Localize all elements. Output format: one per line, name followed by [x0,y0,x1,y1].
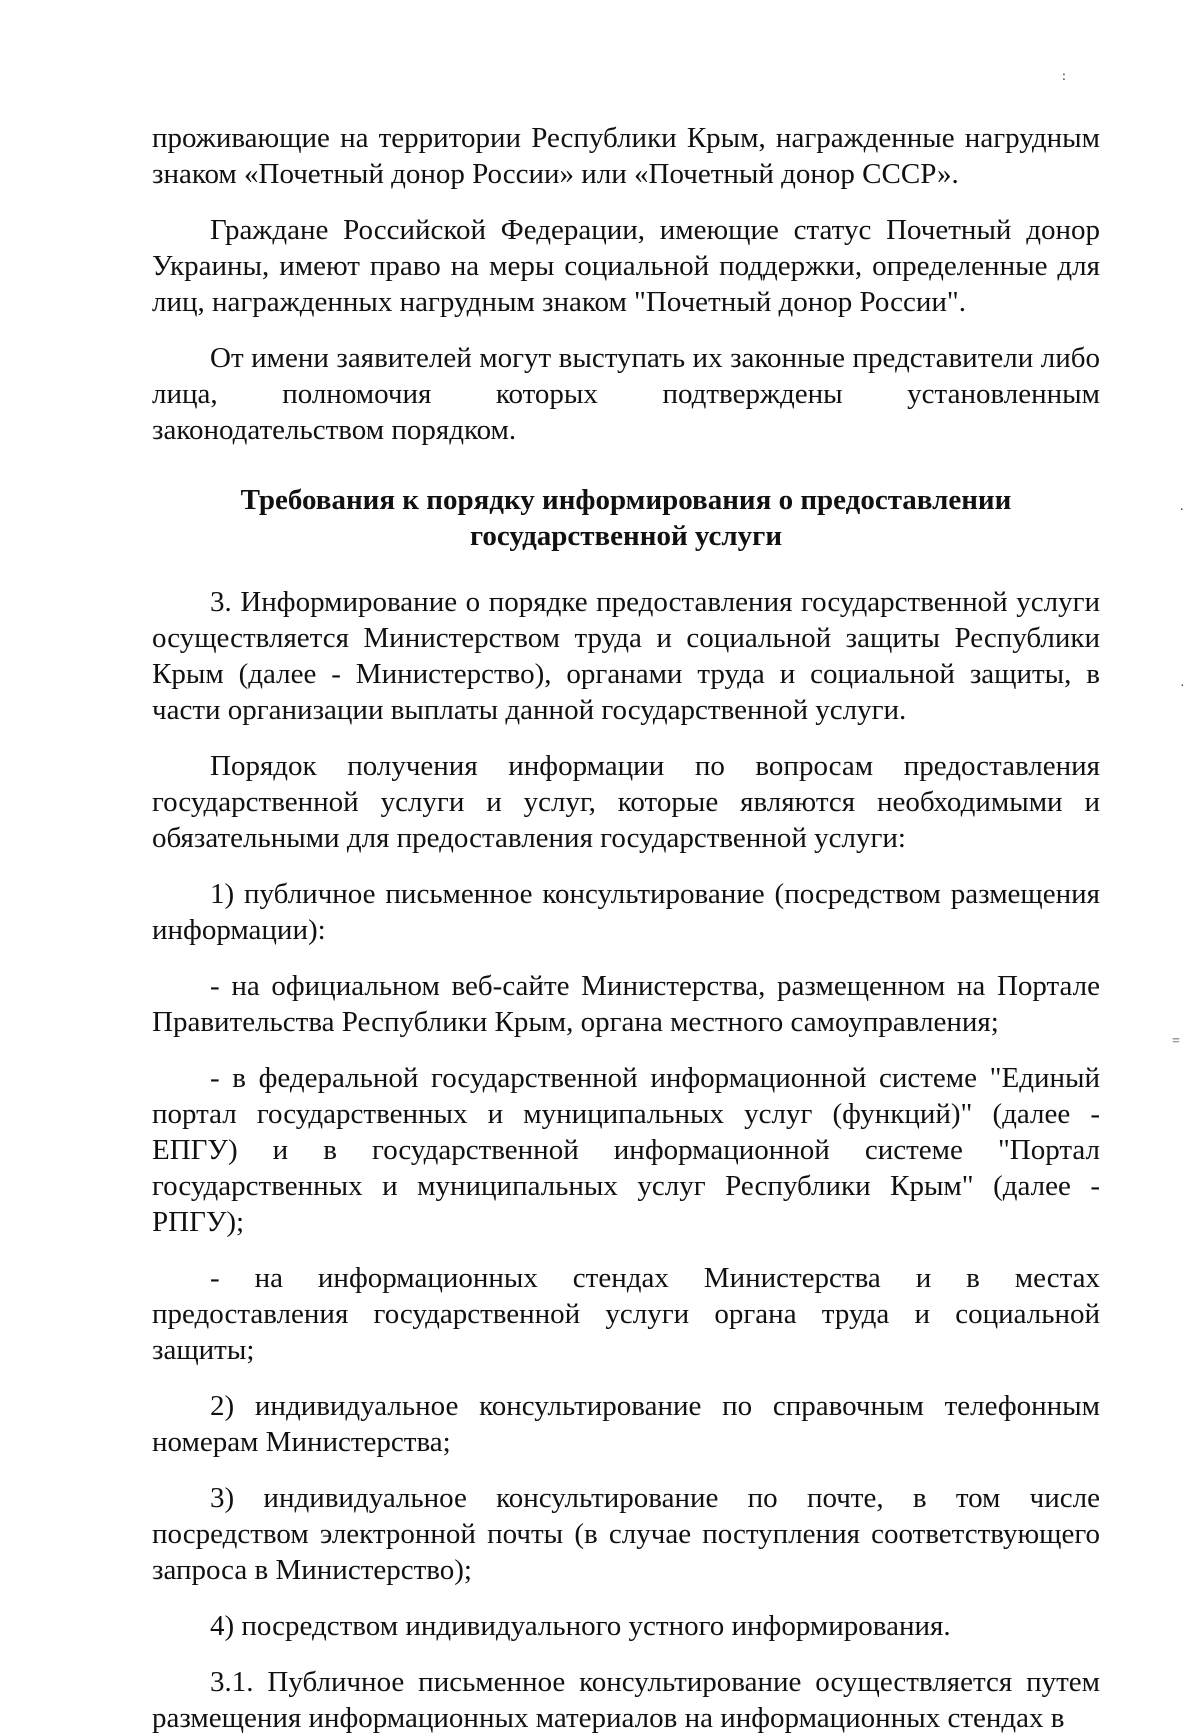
list-item: - в федеральной государственной информационной системе "Единый портал государственных и муниципальных услуг (функций)" (далее - ЕПГУ) и в государственной информационной системе "Портал государственных и муниципальных услуг Республики Крым" (далее - РПГУ); [152,1062,1100,1238]
list-item: 3) индивидуальное консультирование по почте, в том числе посредством электронной почты (в случае поступления соответствующего запроса в Министерство); [152,1482,1100,1586]
paragraph: 3. Информирование о порядке предоставления государственной услуги осуществляется Министерством труда и социальной защиты Республики Крым (далее - Министерство), органами труда и социальной защиты, в части организации выплаты данной государственной услуги. [152,586,1100,726]
list-item: 1) публичное письменное консультирование (посредством размещения информации): [152,878,1100,946]
section-heading-line: государственной услуги [469,520,783,552]
paragraph: Порядок получения информации по вопросам предоставления государственной услуги и услуг, которые являются необходимыми и обязательными для предоставления государственной услуги: [152,750,1100,854]
section-heading-line: Требования к порядку информирования о предоставлении [240,484,1012,516]
list-item: - на информационных стендах Министерства и в местах предоставления государственной услуги органа труда и социальной защиты; [152,1262,1100,1366]
margin-mark: = [1172,1034,1180,1049]
list-item: 4) посредством индивидуального устного информирования. [210,1610,951,1642]
list-item: - на официальном веб-сайте Министерства, размещенном на Портале Правительства Республики Крым, органа местного самоуправления; [152,970,1100,1038]
corner-mark: : [1062,69,1066,84]
paragraph: Граждане Российской Федерации, имеющие статус Почетный донор Украины, имеют право на меры социальной поддержки, определенные для лиц, награжденных нагрудным знаком "Почетный донор России". [152,214,1100,318]
section-heading [152,482,1100,554]
paragraph: проживающие на территории Республики Крым, награжденные нагрудным знаком «Почетный донор России» или «Почетный донор СССР». [152,122,1100,190]
margin-mark: · [1180,679,1185,694]
paragraph: От имени заявителей могут выступать их законные представители либо лица, полномочия которых подтверждены установленным законодательством порядком. [152,342,1100,446]
list-item: 2) индивидуальное консультирование по справочным телефонным номерам Министерства; [152,1390,1100,1458]
document-body [152,120,1100,1736]
paragraph: 3.1. Публичное письменное консультирование осуществляется путем размещения информационных материалов на информационных стендах в [152,1666,1100,1734]
margin-mark: . [1180,499,1184,514]
